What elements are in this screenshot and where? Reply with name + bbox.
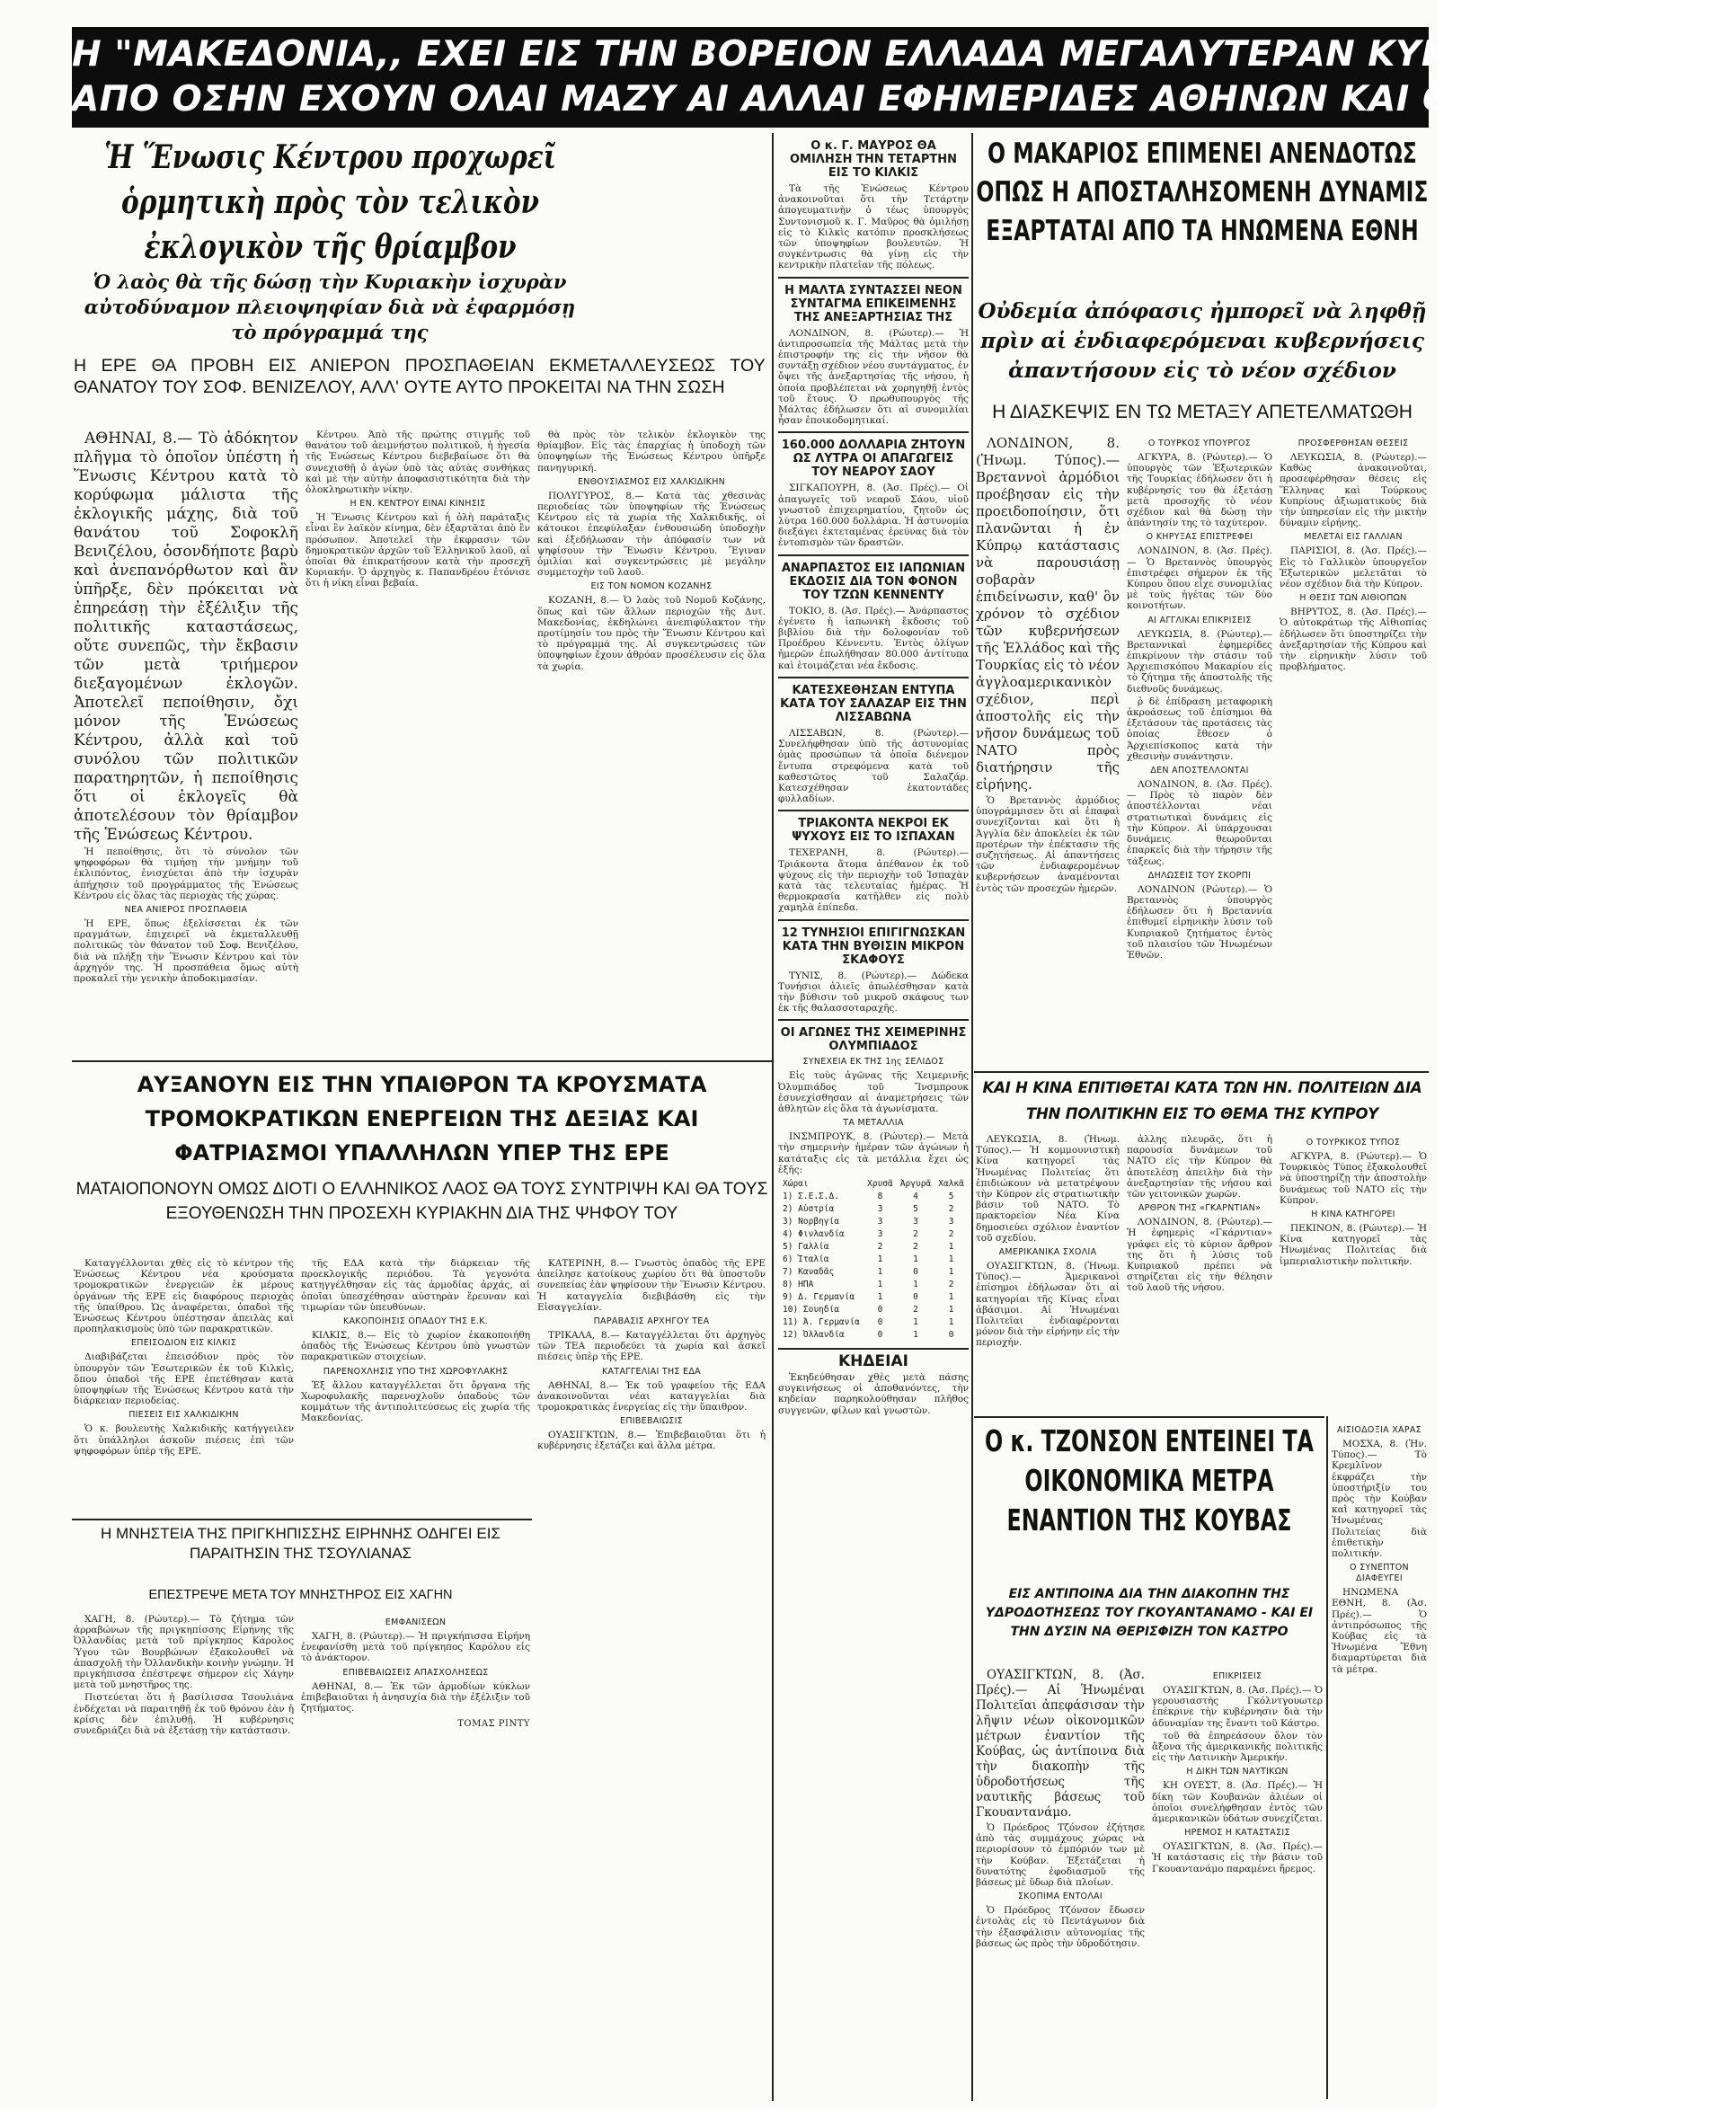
rule-enosis-crimes [72, 1060, 773, 1062]
medals-bronze: 2 [948, 1228, 954, 1239]
epiteuxis-body-1: ΟΥΑΣΙΓΚΤΩΝ, 8.— Ἐπιβεβαιοῦται ὅτι ἡ κυβέρνησις ἐξετάζει καὶ ἄλλα μέτρα. [537, 1430, 766, 1452]
makarios-right-body-1: ῥ δὲ ἐπίδραση μεταφορικὴ ἀκροάσεως τοῦ ἐπίσημοι θὰ ἐξετάσουν τὰς προτάσεις τὰς ὁποίας ἔθεσεν ὁ Ἀρχιεπίσκοπος κατὰ τὴν χθεσινὴν συνάντησιν. [1127, 696, 1272, 762]
cuba-sub-2: ΕΠΙΚΡΙΣΕΙΣ [1212, 1671, 1262, 1681]
makarios-headline-block [976, 135, 1429, 297]
makarios-body-1: Ὁ Βρεταννὸς ἁρμόδιος ὑπογράμμισεν ὅτι αἱ ἐπαφαὶ συνεχίζονται καὶ ὅτι ἡ Ἀγγλία δὲν ἀποκλείει ἐκ τῶν προτέρων τὴν ἐπέκτασιν τῆς συζητήσεως. Αἱ ἀπαντήσεις τῶν ἐνδιαφερομένων κυβερνήσεων ἀναμένονται ἐντὸς τῶν προσεχῶν ἡμερῶν. [976, 795, 1120, 894]
cuba-body-4: ΟΥΑΣΙΓΚΤΩΝ, 8. (Ἀσ. Πρές).— Ὁ γερουσιαστὴς Γκόλντγουωτερ ἐπέκρινε τὴν κυβέρνησιν διὰ τὴν ἀδυναμίαν της ἔναντι τοῦ Κάστρο. [1152, 1685, 1323, 1729]
rule-crimes-irene [72, 1519, 532, 1520]
medals-bronze: 0 [948, 1329, 954, 1340]
china-column-1 [976, 1134, 1120, 1413]
makarios-sub-khrykes: Ο ΚΗΡΥΞΑΣ ΕΠΙΣΤΡΕΦΕΙ [1146, 532, 1253, 543]
makarios-body-2: ΑΓΚΥΡΑ, 8. (Ρώυτερ).— Ὁ ὑπουργὸς τῶν Ἐξωτερικῶν τῆς Τουρκίας ἐδήλωσεν ὅτι ἡ κυβέρνησίς του θὰ ἐξετάσῃ μετὰ προσοχῆς τὸ νέον σχέδιον καὶ θὰ δώσῃ τὴν ἀπάντησίν της τὸ ταχύτερον. [1127, 452, 1272, 529]
medals-country: 11) Ἀ. Γερμανία [783, 1316, 860, 1327]
far-right-sub-3: Η ΘΕΣΙΣ ΤΩΝ ΑΙΘΙΟΠΩΝ [1299, 593, 1407, 604]
medals-row [780, 1242, 967, 1253]
crimes-sub-1: ΕΠΕΙΣΟΔΙΟΝ ΕΙΣ ΚΙΛΚΙΣ [130, 1338, 237, 1349]
makarios-body-4: ΛΕΥΚΩΣΙΑ, 8. (Ρώυτερ).— Βρεταννικαὶ ἐφημερίδες ἐπικρίνουν τὴν στάσιν τοῦ Ἀρχιεπισκόπου Μακαρίου εἰς τὸ ζήτημα τῆς ἀποστολῆς τῆς διεθνοῦς δυνάμεως. [1127, 628, 1272, 695]
medals-gold: 3 [877, 1216, 883, 1227]
medals-country: 4) Φινλανδία [783, 1228, 845, 1239]
makarios-deck-block [976, 399, 1429, 430]
cuba-headline-block [976, 1422, 1323, 1582]
enosis-body-3: Ἡ ΕΡΕ, ὅπως ἐξελίσσεται ἐκ τῶν πραγμάτων, ἐπιχειρεῖ νὰ ἐκμεταλλευθῇ πολιτικῶς τὸν θάνατον τοῦ Σοφ. Βενιζέλου, διὰ νὰ πλήξῃ τὴν Ἕνωσιν Κέντρου καὶ τὸν ἀρχηγόν της. Ἡ προσπάθεια ὅμως αὐτὴ προκαλεῖ τὴν γενικὴν ἀποδοκιμασίαν. [74, 918, 298, 985]
cuba-sub-1: ΣΚΟΠΙΜΑ ΕΝΤΟΛΑΙ [1017, 1892, 1103, 1902]
makarios-sub-ependyseis: ΑΙ ΑΓΓΛΙΚΑΙ ΕΠΙΚΡΙΣΕΙΣ [1147, 615, 1252, 625]
olympics-body: Εἰς τοὺς ἀγῶνας τῆς Χειμερινῆς Ὀλυμπιάδος τοῦ Ἴνσμπρουκ ἐσυνεχίσθησαν αἱ ἀναμετρήσεις τῶν ἀθλητῶν εἰς ὅλα τὰ ἀγωνίσματα. [778, 1070, 969, 1114]
mavros-headline: Ο κ. Γ. ΜΑΥΡΟΣ ΘΑ ΟΜΙΛΗΣΗ ΤΗΝ ΤΕΤΑΡΤΗΝ ΕΙΣ ΤΟ ΚΙΛΚΙΣ [789, 139, 958, 180]
medals-row [780, 1229, 967, 1240]
medals-col-gold: Χρυσᾶ [867, 1178, 893, 1189]
medals-bronze: 1 [948, 1316, 954, 1327]
medals-silver: 2 [913, 1228, 918, 1239]
middle-column [778, 135, 969, 2103]
crimes-body-8: ΑΘΗΝΑΙ, 8.— Ἐκ τοῦ γραφείου τῆς ΕΔΑ ἀνακοινοῦνται νέαι καταγγελίαι διὰ τρομοκρατικὰς ἐνεργείας εἰς τὴν ὕπαιθρον. [537, 1379, 766, 1413]
mavros-body: Τὰ τῆς Ἑνώσεως Κέντρου ἀνακοινοῦται ὅτι τὴν Τετάρτην ἀπογευματινὴν ὁ τέως ὑπουργὸς Συντονισμοῦ κ. Γ. Μαῦρος θὰ ὁμιλήσῃ εἰς τὸ Κιλκὶς κατόπιν προσκλήσεως τῶν ὑποψηφίων βουλευτῶν. Ἡ συγκέντρωσις θὰ γίνῃ εἰς τὴν κεντρικὴν πλατεῖαν τῆς πόλεως. [778, 183, 969, 271]
makarios-sub-ypoyrgos: Ο ΤΟΥΡΚΟΣ ΥΠΟΥΡΓΟΣ [1147, 439, 1252, 448]
cuba-subhead: ΕΙΣ ΑΝΤΙΠΟΙΝΑ ΔΙΑ ΤΗΝ ΔΙΑΚΟΠΗΝ ΤΗΣ ΥΔΡΟΔΟΤΗΣΕΩΣ ΤΟΥ ΓΚΟΥΑΝΤΑΝΑΜΟ - ΚΑΙ ΕΙ ΤΗΝ ΔΥΣΙΝ ΝΑ ΘΕΡΙΣΦΙΖΗ ΤΟΝ ΚΑΣΤΡΟ [985, 1587, 1314, 1639]
enosis-right-body-2: ΠΟΛΥΓΥΡΟΣ, 8.— Κατὰ τὰς χθεσινὰς περιοδείας τῶν ὑποψηφίων τῆς Ἑνώσεως Κέντρου εἰς τὰ χωρία τῆς Χαλκιδικῆς, οἱ κάτοικοι ἐπεφύλαξαν ἐνθουσιώδη ὑποδοχὴν καὶ ἐξεδήλωσαν τὴν ἀπόφασίν των νὰ ψηφίσουν τὴν Ἕνωσιν Κέντρου. Ἔγιναν ὁμιλίαι καὶ συγκεντρώσεις μὲ μεγάλην συμμετοχὴν τοῦ λαοῦ. [537, 490, 766, 579]
crimes-column-3 [537, 1258, 766, 1743]
crimes-body-1: Καταγγέλλονται χθὲς εἰς τὸ κέντρον τῆς Ἑνώσεως Κέντρου νέα κρούσματα τρομοκρατικῶν ἐνεργειῶν ἐκ μέρους ὀργάνων τῆς ΕΡΕ εἰς διαφόρους περιοχὰς τῆς ὑπαίθρου. Ὡς ἀναφέρεται, ὀπαδοὶ τῆς Ἑνώσεως Κέντρου ὑπέστησαν ἀπειλὰς καὶ προπηλακισμοὺς ὑπὸ τῶν παρακρατικῶν. [74, 1258, 294, 1335]
cuba-subhead-block [976, 1585, 1323, 1662]
crimes-body-4: Ὁ κ. βουλευτὴς Χαλκιδικῆς κατήγγειλεν ὅτι ὑπάλληλοι ἀσκοῦν πιέσεις ἐπὶ τῶν ψηφοφόρων ὑπὲρ τῆς ΕΡΕ. [74, 1423, 294, 1457]
olympics-table-title: ΤΑ ΜΕΤΑΛΛΙΑ [843, 1118, 904, 1129]
medals-col-country: Χώραι [783, 1178, 809, 1189]
irene-body-3: ΧΑΓΗ, 8. (Ρώυτερ).— Ἡ πριγκήπισσα Εἰρήνη ἐνεφανίσθη μετὰ τοῦ πρίγκηπος Καρόλου εἰς τὸ ἀνάκτορον. [301, 1631, 530, 1664]
cuba-body-6: ΚΗ ΟΥΕΣΤ, 8. (Ἀσ. Πρές).— Ἡ δίκη τῶν Κουβανῶν ἁλιέων οἱ ὁποῖοι συνελήφθησαν ἐντὸς τῶν ἀμερικανικῶν ὑδάτων συνεχίζεται. [1152, 1780, 1323, 1825]
medals-table-body [780, 1192, 967, 1341]
medals-silver: 0 [913, 1266, 918, 1277]
makarios-lead: ΛΟΝΔΙΝΟΝ, 8. (Ἡνωμ. Τύπος).— Βρεταννοὶ ἁρμόδιοι προέβησαν εἰς τὴν προειδοποίησιν, ὅτι πλανῶνται ἡ ἐν Κύπρῳ κατάστασις νὰ παρουσιάσῃ σοβαρὰν ἐπιδείνωσιν, καθ' ὃν χρόνον τὸ σχέδιον τῶν κυβερνήσεων τῆς Ἑλλάδος καὶ τῆς Τουρκίας εἰς τὸ νέον ἀγγλοαμερικανικὸν σχέδιον, περὶ ἀποστολῆς εἰς τὴν νῆσον δυνάμεως τοῦ ΝΑΤΟ πρὸς διατήρησιν τῆς εἰρήνης. [976, 435, 1120, 793]
medals-silver: 4 [913, 1191, 918, 1201]
medals-header-row [780, 1179, 967, 1190]
tunisia-headline: 12 ΤΥΝΗΣΙΟΙ ΕΠΙΓΙΓΝΩΣΚΑΝ ΚΑΤΑ ΤΗΝ ΒΥΘΙΣΙΝ ΜΙΚΡΟΝ ΣΚΑΦΟΥΣ [781, 926, 966, 967]
china-headline: ΚΑΙ Η ΚΙΝΑ ΕΠΙΤΙΘΕΤΑΙ ΚΑΤΑ ΤΩΝ ΗΝ. ΠΟΛΙΤΕΙΩΝ ΔΙΑ ΤΗΝ ΠΟΛΙΤΙΚΗΝ ΕΙΣ ΤΟ ΘΕΜΑ ΤΗΣ ΚΥΠΡΟΥ [982, 1079, 1422, 1122]
crimes-sub-2: ΠΙΕΣΕΙΣ ΕΙΣ ΧΑΛΚΙΔΙΚΗΝ [128, 1410, 239, 1421]
cuba-column-3 [1332, 1422, 1427, 2100]
kideiai-body: Ἐκηδεύθησαν χθὲς μετὰ πάσης συγκινήσεως οἱ ἀποθανόντες, τὴν κηδείαν παρηκολούθησαν πλῆθος συγγενῶν, φίλων καὶ γνωστῶν. [778, 1371, 969, 1416]
japan-headline: ΑΝΑΡΠΑΣΤΟΣ ΕΙΣ ΙΑΠΩΝΙΑΝ ΕΚΔΟΣΙΣ ΔΙΑ ΤΟΝ ΦΟΝΟΝ ΤΟΥ ΤΖΩΝ ΚΕΝΝΕΝΤΥ [781, 561, 966, 602]
far-right-body-1: ΛΕΥΚΩΣΙΑ, 8. (Ρώυτερ).— Καθὼς ἀνακοινοῦται, προσεφέρθησαν θέσεις εἰς Ἕλληνας καὶ Τούρκους Κυπρίους ἀξιωματικοὺς διὰ τὴν ὑπηρεσίαν εἰς τὴν μικτὴν δύναμιν εἰρήνης. [1280, 452, 1427, 529]
epiteuxis-sub-1: ΕΠΙΒΕΒΑΙΩΣΙΣ [620, 1416, 683, 1427]
crimes-headline: ΑΥΞΑΝΟΥΝ ΕΙΣ ΤΗΝ ΥΠΑΙΘΡΟΝ ΤΑ ΚΡΟΥΣΜΑΤΑ ΤΡΟΜΟΚΡΑΤΙΚΩΝ ΕΝΕΡΓΕΙΩΝ ΤΗΣ ΔΕΞΙΑΣ ΚΑΙ ΦΑΤΡΙΑΣΜΟΙ ΥΠΑΛΛΗΛΩΝ ΥΠΕΡ ΤΗΣ ΕΡΕ [137, 1072, 707, 1165]
crimes-body-2: Διαβιβάζεται ἐπεισόδιον πρὸς τὸν ὑπουργὸν τῶν Ἐσωτερικῶν ἐκ τοῦ Κιλκὶς, ὅπου ὀπαδοὶ τῆς ΕΡΕ ἐπετέθησαν κατὰ ὑποψηφίων τῆς Ἑνώσεως Κέντρου κατὰ τὴν διάρκειαν περιοδείας. [74, 1351, 294, 1407]
enosis-mid-body-1: Κέντρου. Ἀπὸ τῆς πρώτης στιγμῆς τοῦ θανάτου τοῦ ἀειμνήστου πολιτικοῦ, ἡ ἡγεσία τῆς Ἑνώσεως Κέντρου διεβεβαίωσε ὅτι θὰ συνεχισθῇ ὁ ἀγὼν ὑπὸ τὰς αὐτὰς συνθήκας καὶ μὲ τὴν αὐτὴν ἀποφασιστικότητα διὰ τὴν ὁλοκληρωτικὴν νίκην. [306, 430, 530, 496]
medals-gold: 8 [877, 1191, 883, 1201]
medals-row [780, 1204, 967, 1215]
china-sub-2: ΑΡΘΡΟΝ ΤΗΣ «ΓΚΑΡΝΤΙΑΝ» [1138, 1203, 1262, 1214]
far-right-cuba-body-1: ΜΟΣΧΑ, 8. (Ἡν. Τύπος).— Τὸ Κρεμλῖνον ἐκφράζει τὴν ὑποστήριξίν του πρὸς τὴν Κούβαν καὶ κατηγορεῖ τὰς Ἡνωμένας Πολιτείας διὰ ἐπιθετικὴν πολιτικήν. [1332, 1439, 1427, 1560]
medals-bronze: 1 [948, 1291, 954, 1302]
china-body-4: ΛΟΝΔΙΝΟΝ, 8. (Ρώυτερ).— Ἡ ἐφημερὶς «Γκάρντιαν» γράφει εἰς τὸ κύριον ἄρθρον της ὅτι ἡ λύσις τοῦ Κυπριακοῦ πρέπει νὰ στηρίζεται εἰς τὴν θέλησιν τοῦ λαοῦ τῆς νήσου. [1127, 1217, 1272, 1294]
medals-row [780, 1217, 967, 1227]
china-body-1: ΛΕΥΚΩΣΙΑ, 8. (Ἡνωμ. Τύπος).— Ἡ κομμουνιστικὴ Κίνα κατηγορεῖ τὰς Ἡνωμένας Πολιτείας ὅτι ἐπιδιώκουν νὰ μετατρέψουν τὴν Κύπρον εἰς στρατιωτικὴν βάσιν τοῦ ΝΑΤΟ. Τὸ πρακτορεῖον Νέα Κίνα δημοσιεύει σχόλιον ἐναντίον τοῦ σχεδίου. [976, 1134, 1120, 1244]
cuba-column-1 [976, 1668, 1145, 2099]
makarios-deck: Η ΔΙΑΣΚΕΨΙΣ ΕΝ ΤΩ ΜΕΤΑΞΥ ΑΠΕΤΕΛΜΑΤΩΘΗ [992, 402, 1413, 422]
irene-column-1 [74, 1614, 294, 2099]
medals-bronze: 3 [948, 1216, 954, 1227]
nearo-body: ΣΙΓΚΑΠΟΥΡΗ, 8. (Ἀσ. Πρές).— Οἱ ἀπαγωγεῖς τοῦ νεαροῦ Σάου, υἱοῦ γνωστοῦ ἐπιχειρηματίου, ζητοῦν ὡς λύτρα 160.000 δολλάρια. Ἡ ἀστυνομία διεξάγει ἐκτεταμένας ἐρεύνας διὰ τὸν ἐντοπισμὸν τῶν δραστῶν. [778, 483, 969, 549]
crimes-column-1 [74, 1258, 294, 1519]
medals-silver: 1 [913, 1254, 918, 1264]
crimes-body-3: τῆς ΕΔΑ κατὰ τὴν διάρκειαν τῆς προεκλογικῆς περιόδου. Τὰ γεγονότα κατηγγέλθησαν εἰς τὰς ἀρμοδίας ἀρχάς, αἱ ὁποῖαι ὑπεσχέθησαν αὐστηρὰν ἔρευναν καὶ τιμωρίαν τῶν ὑπευθύνων. [301, 1258, 530, 1313]
medals-silver: 2 [913, 1304, 918, 1315]
medals-col-bronze: Χαλκᾶ [938, 1178, 964, 1189]
medals-gold: 1 [877, 1266, 883, 1277]
medals-row [780, 1280, 967, 1290]
medals-bronze: 1 [948, 1266, 954, 1277]
cuba-body-3: Ὁ Πρόεδρος Τζόνσον ἔδωσεν ἐντολὰς εἰς τὸ Πεντάγωνον διὰ τὴν ἐξασφάλισιν αὐτονομίας τῆς βάσεως ὡς πρὸς τὴν ὑδροδότησιν. [976, 1905, 1145, 1949]
enosis-column-2 [306, 430, 530, 879]
medals-gold: 1 [877, 1291, 883, 1302]
cuba-body-8: ΗΝΩΜΕΝΑ ΕΘΝΗ, 8. (Ἀσ. Πρές).— Ὁ ἀντιπρόσωπος τῆς Κούβας εἰς τὰ Ἡνωμένα Ἔθνη διαμαρτύρεται διὰ τὰ μέτρα. [1332, 1587, 1427, 1675]
medals-country: 12) Ὀλλανδία [783, 1329, 845, 1340]
banner-line-2: ΑΠΟ ΟΣΗΝ ΕΧΟΥΝ ΟΛΑΙ ΜΑΖΥ ΑΙ ΑΛΛΑΙ ΕΦΗΜΕΡΙΔΕΣ ΑΘΗΝΩΝ ΚΑΙ ΘΕΣΣΑΛΟΝΙΚΗΣ [72, 79, 1736, 120]
enosis-right-sub-1: ΕΝΘΟΥΣΙΑΣΜΟΣ ΕΙΣ ΧΑΛΚΙΔΙΚΗΝ [577, 476, 726, 487]
medals-table [778, 1177, 969, 1342]
china-column-3 [1280, 1134, 1427, 1413]
enosis-column-3 [537, 430, 766, 879]
enosis-mid-body-2: Ἡ Ἕνωσις Κέντρου καὶ ἡ ὁλὴ παράταξις εἶναι ἓν λαϊκὸν κίνημα, δὲν ἐξαρτᾶται ἀπὸ ἓν πρόσωπον. Ἀποτελεῖ τὴν ἐκφρασιν τῶν δημοκρατικῶν ἀρχῶν τοῦ Ἑλληνικοῦ λαοῦ, αἱ ὁποῖαι θὰ ἐπικρατήσουν κατὰ τὴν προσεχῆ Κυριακήν. Ὁ ἀρχηγὸς κ. Παπανδρέου ἐτόνισε ὅτι ἡ νίκη εἶναι βεβαία. [306, 512, 530, 589]
china-column-2 [1127, 1134, 1272, 1413]
medals-gold: 0 [877, 1304, 883, 1315]
irene-subhead: ΕΠΕΣΤΡΕΨΕ ΜΕΤΑ ΤΟΥ ΜΝΗΣΤΗΡΟΣ ΕΙΣ ΧΑΓΗΝ [148, 1588, 453, 1602]
medals-country: 6) Ἰταλία [783, 1254, 829, 1264]
china-headline-block [976, 1075, 1429, 1130]
medals-silver: 5 [913, 1203, 918, 1214]
medals-country: 1) Σ.Ε.Σ.Δ. [783, 1191, 839, 1201]
irene-column-2 [301, 1614, 530, 2099]
makarios-right-sub-1: ΔΕΝ ΑΠΟΣΤΕΛΛΟΝΤΑΙ [1150, 766, 1249, 776]
cuba-body-5: τοῦ θὰ ἐπηρεάσουν ὅλον τὸν ἄξονα τῆς ἀμερικανικῆς πολιτικῆς εἰς τὴν Λατινικὴν Ἀμερικήν. [1152, 1730, 1323, 1764]
cuba-sub-5: Ο ΣΥΝΕΠΤΟΝ ΔΙΑΦΕΥΓΕΙ [1350, 1563, 1409, 1584]
medals-bronze: 2 [948, 1279, 954, 1289]
nearo-headline: 160.000 ΔΟΛΛΑΡΙΑ ΖΗΤΟΥΝ ΩΣ ΛΥΤΡΑ ΟΙ ΑΠΑΓΩΓΕΙΣ ΤΟΥ ΝΕΑΡΟΥ ΣΑΟΥ [781, 439, 966, 480]
enosis-body-1: ΑΘΗΝΑΙ, 8.— Τὸ ἀδόκητον πλῆγμα τὸ ὁποῖον ὑπέστη ἡ Ἕνωσις Κέντρου κατὰ τὸ κορύφωμα μάλιστα τῆς ἐκλογικῆς μάχης, διὰ τοῦ θανάτου τοῦ Σοφοκλῆ Βενιζέλου, ὁσονδήποτε βαρὺ καὶ ἀνεπανόρθωτον καὶ ἂν ὑπῆρξε, δὲν πρόκειται νὰ ἐπηρεάσῃ τὴν ἐξέλιξιν τῆς πολιτικῆς καταστάσεως, οὔτε συνεπῶς, τὴν ἔκβασιν τῶν μετὰ τριήμερον διεξαγομένων ἐκλογῶν. Ἀποτελεῖ πεποίθησιν, ὄχι μόνον τῆς Ἑνώσεως Κέντρου, ἀλλὰ καὶ τοῦ συνόλου τῶν πολιτικῶν παρατηρητῶν, ἡ πεποίθησις ὅτι οἱ ἐκλογεῖς θὰ ἀποτελέσουν τὸν θρίαμβον τῆς Ἑνώσεως Κέντρου. [74, 430, 298, 844]
enosis-right-body-1: θὰ πρὸς τὸν τελικὸν ἐκλογικὸν της θρίαμβον. Εἰς τὰς ἐπαρχίας ἡ ὑποδοχὴ τῶν ὑποψηφίων τῆς Ἑνώσεως Κέντρου ὑπῆρξε πανηγυρική. [537, 430, 766, 474]
enosis-mid-sub-1: Η ΕΝ. ΚΕΝΤΡΟΥ ΕΙΝΑΙ ΚΙΝΗΣΙΣ [350, 499, 486, 510]
medals-gold: 3 [877, 1203, 883, 1214]
medals-country: 10) Σουηδία [783, 1304, 839, 1315]
china-body-5: ΑΓΚΥΡΑ, 8. (Ρώυτερ).— Ὁ Τουρκικὸς Τύπος ἐξακολουθεῖ νὰ ὑποστηρίζῃ τὴν ἀποστολὴν δυνάμεως τοῦ ΝΑΤΟ εἰς τὴν Κύπρον. [1280, 1151, 1427, 1206]
crimes-body-9: Ἐξ ἄλλου καταγγέλλεται ὅτι ὄργανα τῆς Χωροφυλακῆς παρενοχλοῦν ὀπαδοὺς τῶν κομμάτων τῆς ἀντιπολιτεύσεως εἰς χωρία τῆς Μακεδονίας. [301, 1379, 530, 1424]
malta-body: ΛΟΝΔΙΝΟΝ, 8. (Ρώυτερ).— Ἡ ἀντιπροσωπεία τῆς Μάλτας μετὰ τὴν ἐπιστροφήν της εἰς τὴν νῆσον θὰ συντάξῃ σχέδιον νέου συντάγματος, ἐν ὄψει τῆς ἀνεξαρτησίας τῆς νήσου, ἡ ὁποία προβλέπεται νὰ χορηγηθῇ ἐντὸς τοῦ ἔτους. Ὁ πρωθυπουργὸς τῆς Μάλτας ἐδήλωσεν ὅτι αἱ συνομιλίαι ἦσαν ἐποικοδομητικαί. [778, 327, 969, 427]
rule-china-cuba [974, 1416, 1324, 1418]
far-right-sub-2: ΜΕΛΕΤΑΙ ΕΙΣ ΓΑΛΛΙΑΝ [1304, 532, 1403, 543]
irene-headline-block [74, 1524, 527, 1583]
rule-salazar [778, 810, 969, 811]
crimes-column-2 [301, 1258, 530, 1519]
medals-country: 3) Νορβηγία [783, 1216, 839, 1227]
medals-col-silver: Ἀργυρᾶ [899, 1178, 932, 1189]
china-sub-3: Ο ΤΟΥΡΚΙΚΟΣ ΤΥΠΟΣ [1306, 1138, 1401, 1148]
kideiai-headline: ΚΗΔΕΙΑΙ [838, 1351, 908, 1370]
far-right-body-3: ΒΗΡΥΤΟΣ, 8. (Ἀσ. Πρές).— Ὁ αὐτοκράτωρ τῆς Αἰθιοπίας ἐδήλωσεν ὅτι ὑποστηρίζει τὴν ἀνεξαρτησίαν τῆς Κύπρου καὶ τὴν εἰρηνικὴν λύσιν τοῦ προβλήματος. [1280, 607, 1427, 673]
makarios-headline: Ο ΜΑΚΑΡΙΟΣ ΕΠΙΜΕΝΕΙ ΑΝΕΝΔΟΤΩΣ ΟΠΩΣ Η ΑΠΟΣΤΑΛΗΣΟΜΕΝΗ ΔΥΝΑΜΙΣ ΕΞΑΡΤΑΤΑΙ ΑΠΟ ΤΑ ΗΝΩΜΕΝΑ ΕΘΝΗ [976, 137, 1429, 247]
enosis-headline: Ἡ Ἕνωσις Κέντρου προχωρεῖ ὁρμητικὴ πρὸς τὸν τελικὸν ἐκλογικὸν τῆς θρίαμβον [104, 138, 556, 266]
enosis-deck-block [74, 355, 766, 427]
irene-subhead-block [74, 1585, 527, 1610]
olympics-headline: ΟΙ ΑΓΩΝΕΣ ΤΗΣ ΧΕΙΜΕΡΙΝΗΣ ΟΛΥΜΠΙΑΔΟΣ [780, 1026, 967, 1054]
far-right-sub-1: ΠΡΟΣΦΕΡΘΗΣΑΝ ΘΕΣΕΙΣ [1298, 439, 1409, 448]
makarios-column-1 [976, 435, 1120, 1068]
medals-silver: 0 [913, 1291, 918, 1302]
medals-country: 5) Γαλλία [783, 1241, 829, 1252]
cuba-body-7: ΟΥΑΣΙΓΚΤΩΝ, 8. (Ἀσ. Πρές).— Ἡ κατάστασις εἰς τὴν βάσιν τοῦ Γκουαντανάμο παραμένει ἤρεμος. [1152, 1841, 1323, 1874]
enosis-subhead: Ὁ λαὸς θὰ τῆς δώσῃ τὴν Κυριακὴν ἰσχυρὰν αὐτοδύναμον πλειοψηφίαν διὰ νὰ ἐφαρμόσῃ τὸ πρόγραμμά της [84, 270, 576, 343]
china-body-6: ΠΕΚΙΝΟΝ, 8. (Ρώυτερ).— Ἡ Κίνα κατηγορεῖ τὰς Ἡνωμένας Πολιτείας διὰ ἰμπεριαλιστικὴν πολιτικήν. [1280, 1223, 1427, 1267]
medals-silver: 1 [913, 1329, 918, 1340]
vrule-cuba-right [1326, 1416, 1328, 2099]
makarios-subhead-block [976, 297, 1429, 395]
enosis-sub-nea: ΝΕΑ ΑΝΙΕΡΟΣ ΠΡΟΣΠΑΘΕΙΑ [124, 905, 248, 916]
irene-sub-2: ΕΠΙΒΕΒΑΙΩΣΕΙΣ ΑΠΑΣΧΟΛΗΣΕΩΣ [342, 1667, 489, 1678]
medals-row [780, 1317, 967, 1328]
crimes-subhead: ΜΑΤΑΙΟΠΟΝΟΥΝ ΟΜΩΣ ΔΙΟΤΙ Ο ΕΛΛΗΝΙΚΟΣ ΛΑΟΣ ΘΑ ΤΟΥΣ ΣΥΝΤΡΙΨΗ ΚΑΙ ΘΑ ΤΟΥΣ ΕΞΟΥΘΕΝΩΣΗ ΤΗΝ ΠΡΟΣΕΧΗ ΚΥΡΙΑΚΗΝ ΔΙΑ ΤΗΣ ΨΗΦΟΥ ΤΟΥ [75, 1180, 768, 1223]
rule-japan [778, 677, 969, 678]
rule-mavros [778, 277, 969, 279]
enosis-right-sub-2: ΕΙΣ ΤΟΝ ΝΟΜΟΝ ΚΟΖΑΝΗΣ [590, 581, 713, 592]
banner-line-1: Η "ΜΑΚΕΔΟΝΙΑ,, ΕΧΕΙ ΕΙΣ ΤΗΝ ΒΟΡΕΙΟΝ ΕΛΛΑΔΑ ΜΕΓΑΛΥΤΕΡΑΝ ΚΥΚΛΟΦΟΡΙΑΝ [72, 34, 1665, 75]
china-sub-4: Η ΚΙΝΑ ΚΑΤΗΓΟΡΕΙ [1311, 1210, 1395, 1220]
makarios-column-3 [1280, 435, 1427, 1068]
vrule-left-main [772, 133, 774, 2101]
irene-sub-1: ΕΜΦΑΝΙΣΕΩΝ [385, 1617, 447, 1627]
medals-row [780, 1292, 967, 1303]
salazar-headline: ΚΑΤΕΣΧΕΘΗΣΑΝ ΕΝΤΥΠΑ ΚΑΤΑ ΤΟΥ ΣΑΛΑΖΑΡ ΕΙΣ ΤΗΝ ΛΙΣΣΑΒΩΝΑ [780, 683, 967, 724]
far-right-body-2: ΠΑΡΙΣΙΟΙ, 8. (Ἀσ. Πρές).— Εἰς τὸ Γαλλικὸν ὑπουργεῖον Ἐξωτερικῶν μελετᾶται τὸ νέον σχέδιον διὰ τὴν Κύπρον. [1280, 545, 1427, 590]
china-sub-1: ΑΜΕΡΙΚΑΝΙΚΑ ΣΧΟΛΙΑ [998, 1247, 1097, 1258]
rule-tunisia [778, 1019, 969, 1021]
masthead-banner [72, 27, 1736, 128]
crimes-body-6: ΚΑΤΕΡΙΝΗ, 8.— Γνωστὸς ὀπαδὸς τῆς ΕΡΕ ἀπείλησε κατοίκους χωρίου ὅτι θὰ ὑποστοῦν συνεπείας ἐὰν ψηφίσουν τὴν Ἕνωσιν Κέντρου. Ἡ καταγγελία διεβιβάσθη εἰς τὴν Εἰσαγγελίαν. [537, 1258, 766, 1313]
crimes-sub-6: ΠΑΡΕΝΟΧΛΗΣΙΣ ΥΠΟ ΤΗΣ ΧΩΡΟΦΥΛΑΚΗΣ [323, 1366, 509, 1377]
medals-silver: 3 [913, 1216, 918, 1227]
makarios-column-2 [1127, 435, 1272, 1068]
medals-gold: 1 [877, 1279, 883, 1289]
medals-bronze: 1 [948, 1304, 954, 1315]
japan-body: ΤΟΚΙΟ, 8. (Ἀσ. Πρές).— Ἀνάρπαστος ἐγένετο ἡ ἰαπωνικὴ ἔκδοσις τοῦ βιβλίου διὰ τὴν δολοφονίαν τοῦ Προέδρου Κέννεντυ. Ἐντὸς ὀλίγων ἡμερῶν ἐπωλήθησαν 80.000 ἀντίτυπα καὶ ἑτοιμάζεται νέα ἔκδοσις. [778, 605, 969, 671]
far-right-cuba-sub-1: ΑΙΣΙΟΔΟΞΙΑ ΧΑΡΑΣ [1337, 1425, 1422, 1435]
medals-country: 8) ΗΠΑ [783, 1279, 814, 1289]
vrule-middle-right [971, 133, 973, 2101]
rule-malta [778, 431, 969, 433]
enosis-right-body-3: ΚΟΖΑΝΗ, 8.— Ὁ λαὸς τοῦ Νομοῦ Κοζάνης, ὅπως καὶ τῶν ἄλλων περιοχῶν τῆς Δυτ. Μακεδονίας, ἐκδηλώνει ἀνεπιφύλακτον τὴν προτίμησίν του πρὸς τὴν Ἕνωσιν Κέντρου καὶ τὸ πρόγραμμά της. Αἱ συγκεντρώσεις τῶν ὑποψηφίων ἔχουν ἀθρόαν προσέλευσιν εἰς ὅλα τὰ χωρία. [537, 595, 766, 672]
olympics-table-note: ΙΝΣΜΠΡΟΥΚ, 8. (Ρώυτερ).— Μετὰ τὴν σημερινὴν ἡμέραν τῶν ἀγώνων ἡ κατάταξις εἰς τὰ μετάλλια ἔχει ὡς ἑξῆς: [778, 1131, 969, 1175]
israel-headline: ΤΡΙΑΚΟΝΤΑ ΝΕΚΡΟΙ ΕΚ ΨΥΧΟΥΣ ΕΙΣ ΤΟ ΙΣΠΑΧΑΝ [792, 817, 955, 845]
irene-headline: Η ΜΝΗΣΤΕΙΑ ΤΗΣ ΠΡΙΓΚΗΠΙΣΣΗΣ ΕΙΡΗΝΗΣ ΟΔΗΓΕΙ ΕΙΣ ΠΑΡΑΙΤΗΣΙΝ ΤΗΣ ΤΣΟΥΛΙΑΝΑΣ [101, 1525, 500, 1562]
tunisia-body: ΤΥΝΙΣ, 8. (Ρώυτερ).— Δώδεκα Τυνήσιοι ἁλιεῖς ἀπωλέσθησαν κατὰ τὴν βύθισιν τοῦ μικροῦ σκάφους των ἐκ τῆς θαλασσοταραχῆς. [778, 970, 969, 1015]
olympics-sub: ΣΥΝΕΧΕΙΑ ΕΚ ΤΗΣ 1ης ΣΕΛΙΔΟΣ [802, 1057, 944, 1068]
cuba-sub-3: Η ΔΙΚΗ ΤΩΝ ΝΑΥΤΙΚΩΝ [1186, 1767, 1289, 1777]
medals-row [780, 1305, 967, 1316]
crimes-subhead-block [74, 1177, 770, 1253]
cuba-sub-4: ΗΡΕΜΟΣ Η ΚΑΤΑΣΤΑΣΙΣ [1184, 1828, 1290, 1839]
crimes-sub-4: ΠΑΡΑΒΑΣΙΣ ΑΡΧΗΓΟΥ ΤΕΑ [593, 1316, 710, 1327]
enosis-body-2: Ἡ πεποίθησις, ὅτι τὸ σύνολον τῶν ψηφοφόρων θὰ τιμήσῃ τὴν μνήμην τοῦ ἐκλιπόντος, ἐνισχύεται ἀπὸ τὴν ἰσχυρὰν ἀπήχησιν τοῦ προγράμματος τῆς Ἑνώσεως Κέντρου εἰς ὅλας τὰς περιοχὰς τῆς χώρας. [74, 846, 298, 901]
medals-row [780, 1267, 967, 1278]
china-body-3: ἀλλης πλευρᾶς, ὅτι ἡ παρουσία δυνάμεων τοῦ ΝΑΤΟ εἰς τὴν Κύπρον θὰ ἀποτελέσῃ ἀπειλὴν διὰ τὴν ἀνεξαρτησίαν τῆς νήσου καὶ τῶν γειτονικῶν χωρῶν. [1127, 1134, 1272, 1201]
medals-gold: 0 [877, 1316, 883, 1327]
makarios-right-sub-2: ΔΗΛΩΣΕΙΣ ΤΟΥ ΣΚΟΡΠΙ [1147, 870, 1252, 881]
cuba-body-2: Ὁ Πρόεδρος Τζόνσον ἐζήτησε ἀπὸ τὰς συμμάχους χώρας νὰ περιορίσουν τὸ ἐμπόριόν των μὲ τὴν Κούβαν. Ἐξετάζεται ἡ δυνατότης ἐφοδιασμοῦ τῆς βάσεως μὲ ὕδωρ διὰ πλοίων. [976, 1822, 1145, 1889]
rule-nearo [778, 554, 969, 556]
enosis-subhead-block [74, 270, 586, 352]
crimes-sub-3: ΚΑΚΟΠΟΙΗΣΙΣ ΟΠΑΔΟΥ ΤΗΣ Ε.Κ. [342, 1316, 489, 1327]
enosis-column-1 [74, 430, 298, 985]
makarios-body-3: ΛΟΝΔΙΝΟΝ, 8. (Ἀσ. Πρές).— Ὁ Βρεταννὸς ὑπουργὸς ἐπιστρέφει σήμερον ἐκ τῆς Κύπρου ὅπου εἶχε συνομιλίας μὲ τοὺς ἡγέτας τῶν δύο κοινοτήτων. [1127, 545, 1272, 612]
medals-gold: 0 [877, 1329, 883, 1340]
irene-body-2: Πιστεύεται ὅτι ἡ βασίλισσα Τσουλιάνα ἐνδέχεται νὰ παραιτηθῇ ἐκ τοῦ θρόνου ἐὰν ἡ κρίσις δὲν ἐπιλυθῇ. Ἡ κυβέρνησις συνεδριάζει διὰ νὰ ἐξετάσῃ τὴν κατάστασιν. [74, 1692, 294, 1737]
medals-country: 9) Δ. Γερμανία [783, 1291, 855, 1302]
medals-bronze: 2 [948, 1203, 954, 1214]
medals-row [780, 1192, 967, 1202]
salazar-body: ΛΙΣΣΑΒΩΝ, 8. (Ρώυτερ).— Συνελήφθησαν ὑπὸ τῆς ἀστυνομίας ὁμὰς προσώπων τὰ ὁποῖα διένεμον ἔντυπα στρεφόμενα κατὰ τοῦ καθεστῶτος τοῦ Σαλαζάρ. Κατεσχέθησαν ἑκατοντάδες φυλλαδίων. [778, 727, 969, 805]
rule-makarios-china [974, 1071, 1429, 1073]
makarios-right-body-2: ΛΟΝΔΙΝΟΝ, 8. (Ἀσ. Πρές).— Πρὸς τὸ παρὸν δὲν ἀποστέλλονται νέαι στρατιωτικαὶ δυνάμεις εἰς τὴν Κύπρον. Αἱ ὑπάρχουσαι δυνάμεις θεωροῦνται ἐπαρκεῖς διὰ τὴν τήρησιν τῆς τάξεως. [1127, 779, 1272, 867]
medals-row [780, 1330, 967, 1341]
medals-bronze: 1 [948, 1254, 954, 1264]
crimes-body-5: ΚΙΛΚΙΣ, 8.— Εἰς τὸ χωρίον ἐκακοποιήθη ὀπαδὸς τῆς Ἑνώσεως Κέντρου ὑπὸ γνωστῶν παρακρατικῶν στοιχείων. [301, 1330, 530, 1363]
crimes-headline-block [74, 1068, 770, 1174]
cuba-headline: Ο κ. ΤΖΟΝΣΟΝ ΕΝΤΕΙΝΕΙ ΤΑ ΟΙΚΟΝΟΜΙΚΑ ΜΕΤΡΑ ΕΝΑΝΤΙΟΝ ΤΗΣ ΚΟΥΒΑΣ [984, 1423, 1314, 1537]
makarios-subhead: Οὐδεμία ἀπόφασις ἠμπορεῖ νὰ ληφθῇ πρὶν αἱ ἐνδιαφερόμεναι κυβερνήσεις ἀπαντήσουν εἰς τὸ νέον σχέδιον [978, 299, 1427, 383]
enosis-deck: Η ΕΡΕ ΘΑ ΠΡΟΒΗ ΕΙΣ ΑΝΙΕΡΟΝ ΠΡΟΣΠΑΘΕΙΑΝ ΕΚΜΕΤΑΛΛΕΥΣΕΩΣ ΤΟΥ ΘΑΝΑΤΟΥ ΤΟΥ ΣΟΦ. ΒΕΝΙΖΕΛΟΥ, ΑΛΛ' ΟΥΤΕ ΑΥΤΟ ΠΡΟΚΕΙΤΑΙ ΝΑ ΤΗΝ ΣΩΣΗ [74, 356, 766, 397]
malta-headline: Η ΜΑΛΤΑ ΣΥΝΤΑΣΣΕΙ ΝΕΟΝ ΣΥΝΤΑΓΜΑ ΕΠΙΚΕΙΜΕΝΗΣ ΤΗΣ ΑΝΕΞΑΡΤΗΣΙΑΣ ΤΗΣ [784, 283, 962, 324]
rule-olympics [778, 1348, 969, 1350]
irene-byline: ΤΟΜΑΣ ΡΙΝΤΥ [457, 1719, 530, 1730]
medals-country: 7) Καναδᾶς [783, 1266, 835, 1277]
makarios-right-body-3: ΛΟΝΔΙΝΟΝ (Ρώυτερ).— Ὁ Βρεταννὸς ὑπουργὸς ἐδήλωσεν ὅτι ἡ Βρεταννία ἐπιθυμεῖ εἰρηνικὴν λύσιν τοῦ Κυπριακοῦ ζητήματος ἐντὸς τοῦ πλαισίου τῶν Ἡνωμένων Ἐθνῶν. [1127, 883, 1272, 961]
israel-body: ΤΕΧΕΡΑΝΗ, 8. (Ρώυτερ).— Τριάκοντα ἄτομα ἀπέθανον ἐκ τοῦ ψύχους εἰς τὴν περιοχὴν τοῦ Ἰσπαχὰν κατὰ τὰς τελευταίας ἡμέρας. Ἡ θερμοκρασία κατῆλθεν εἰς πολὺ χαμηλὰ ἐπίπεδα. [778, 847, 969, 914]
medals-silver: 2 [913, 1241, 918, 1252]
medals-gold: 2 [877, 1241, 883, 1252]
medals-silver: 1 [913, 1279, 918, 1289]
medals-country: 2) Αὐστρία [783, 1203, 835, 1214]
crimes-sub-5: ΚΑΤΑΓΓΕΛΙΑΙ ΤΗΣ ΕΔΑ [602, 1366, 701, 1377]
crimes-body-7: ΤΡΙΚΑΛΑ, 8.— Καταγγέλλεται ὅτι ἀρχηγὸς τῶν ΤΕΑ περιοδεύει τὰ χωρία καὶ ἀσκεῖ πιέσεις ὑπὲρ τῆς ΕΡΕ. [537, 1330, 766, 1363]
china-body-2: ΟΥΑΣΙΓΚΤΩΝ, 8. (Ἡνωμ. Τύπος).— Ἀμερικανοὶ ἐπίσημοι ἐδήλωσαν ὅτι αἱ κατηγορίαι τῆς Κίνας εἶναι ἀβάσιμοι. Αἱ Ἡνωμέναι Πολιτεῖαι ἐνδιαφέρονται μόνον διὰ τὴν εἰρήνην εἰς τὴν περιοχήν. [976, 1261, 1120, 1349]
rule-israel [778, 919, 969, 921]
medals-row [780, 1254, 967, 1265]
irene-body-1: ΧΑΓΗ, 8. (Ρώυτερ).— Τὸ ζήτημα τῶν ἀρραβώνων τῆς πριγκηπίσσης Εἰρήνης τῆς Ὀλλανδίας μετὰ τοῦ πρίγκηπος Κάρολος Ὑγου τῶν Βουρβώνων ἐξακολουθεῖ νὰ ἀπασχολῇ τὴν Ὀλλανδικὴν κοινὴν γνώμην. Ἡ πριγκήπισσα ἐπέστρεψε σήμερον εἰς Χάγην μετὰ τοῦ μνηστῆρος της. [74, 1614, 294, 1691]
cuba-column-2 [1152, 1668, 1323, 2099]
medals-gold: 3 [877, 1228, 883, 1239]
medals-bronze: 1 [948, 1241, 954, 1252]
irene-body-4: ΑΘΗΝΑΙ, 8.— Ἐκ τῶν ἁρμοδίων κύκλων ἐπιβεβαιοῦται ἡ ἀνησυχία διὰ τὴν ἐξέλιξιν τοῦ ζητήματος. [301, 1680, 530, 1715]
medals-bronze: 5 [948, 1191, 954, 1201]
cuba-body-1: ΟΥΑΣΙΓΚΤΩΝ, 8. (Ἀσ. Πρές).— Αἱ Ἡνωμέναι Πολιτεῖαι ἀπεφάσισαν τὴν λῆψιν νέων οἰκονομικῶν μέτρων ἐναντίον τῆς Κούβας, ὡς ἀντίποινα διὰ τὴν διακοπὴν τῆς ὑδροδοτήσεως τῆς ναυτικῆς βάσεως τοῦ Γκουαντανάμο. [976, 1668, 1145, 1820]
medals-gold: 1 [877, 1254, 883, 1264]
medals-silver: 1 [913, 1316, 918, 1327]
